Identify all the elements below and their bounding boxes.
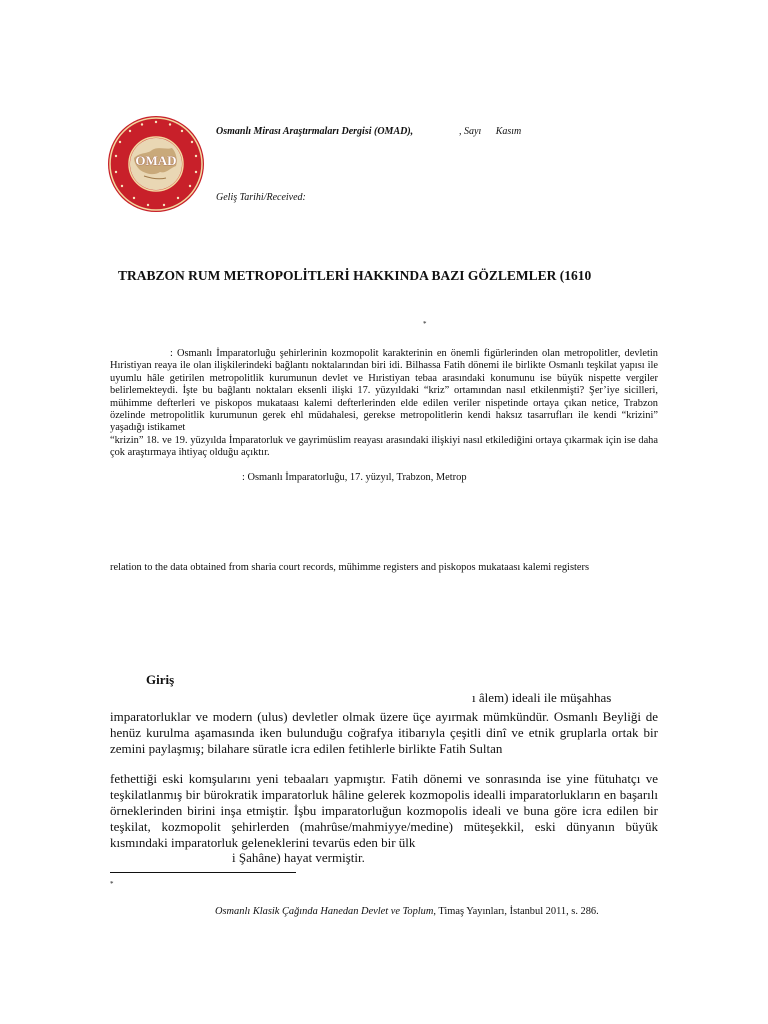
issue-label: , Sayı [459,126,482,137]
footnote-text [215,906,599,917]
footnote-mark: * [110,880,114,888]
intro-paragraph-2-text: fethettiği eski komşularını yeni tebaaları yapmıştır. Fatih dönemi ve sonrasında ise yine fütuhatçı ve teşkilatlanmış bir bürokratik imparatorluk hâline gelerek kozmopolis idealli imparatorlukların en başarılı örneklerinden birini inşa etmiştir. İşbu imparatorluğun kozmopolis ideali ve buna göre icra edilen bir teşkilat, kozmopolit şehirlerden (mahrûse/mahmiyye/medine) müteşekkil, eski dünyanın büyük kısmındaki imparatorluk geleneklerini tevarüs eden bir ülk [110,771,658,850]
english-abstract-line: relation to the data obtained from sharia court records, mühimme registers and piskopos mukataası kalemi registers [110,562,589,573]
received-date-label: Geliş Tarihi/Received: [216,192,306,203]
footnote-divider [110,872,296,873]
intro-line-1: ı âlem) ideali ile müşahhas [472,690,612,705]
journal-logo [108,116,204,212]
issue-info [459,126,533,137]
author-footnote-mark: * [423,320,427,328]
section-heading-intro: Giriş [146,672,175,687]
abstract-paragraph-end: “krizin” 18. ve 19. yüzyılda İmparatorluk ve gayrimüslim reayası arasındaki ilişkiyi nasıl etkilediğini ortaya çıkarmak için ise daha çok araştırmaya ihtiyaç olduğu açıktır. [110,434,658,459]
intro-paragraph-2-end: i Şahâne) hayat vermiştir. [232,850,365,865]
abstract-paragraph: : Osmanlı İmparatorluğu şehirlerinin kozmopolit karakterinin en önemli figürlerinden olan metropolitler, devletin Hıristiyan reaya ile olan ilişkilerindeki bağlantı noktalarından biri idi. Bilhassa Fatih dönemi ile birlikte Osmanlı teşkilat yapısı ile uyumlu hâle getirilen metropolitlik kurumunun devlet ve Hıristiyan tebaa arasındaki konumunu ise büyük nispette vergiler belirlemekteydi. İşte bu bağlantı noktaları eksenli ilişki 17. yüzyıldaki “kriz” ortamından nasıl etkilenmişti? Şer’iye sicilleri, mühimme defterleri ve piskopos mukataası kalemi defterlerinden elde edilen veriler nispetinde ortaya çıkan netice, Trabzon özelinde metropolitlik kurumunun gerek ehl müdahalesi, gerekse metropolitlerin kendi haksız tasarrufları ile kendi “krizini” yaşadığı istikamet [110,348,658,434]
logo-acronym: OMAD [135,153,177,168]
article-title: TRABZON RUM METROPOLİTLERİ HAKKINDA BAZI GÖZLEMLER (1610 [118,268,592,283]
footnote-publisher: , Timaş Yayınları, İstanbul 2011, s. 286. [433,906,599,917]
journal-name: Osmanlı Mirası Araştırmaları Dergisi (OMAD), [216,126,414,137]
issue-month: Kasım [495,126,522,137]
abstract [110,348,658,460]
intro-paragraph-2 [110,771,658,851]
intro-paragraph-1-text: imparatorluklar ve modern (ulus) devletler olmak üzere üçe ayırmak mümkündür. Osmanlı Beyliği de henüz kurulma aşamasında iken bulunduğu coğrafya itibarıyla çeşitli dinî ve etnik gruplarla ortak bir zemini paylaşmış; bilahare süratle icra edilen fetihlerle birlikte Fatih Sultan [110,709,658,756]
intro-paragraph-1 [110,709,658,757]
keywords: : Osmanlı İmparatorluğu, 17. yüzyıl, Trabzon, Metrop [242,472,467,483]
footnote-book-title: Osmanlı Klasik Çağında Hanedan Devlet ve Toplum [215,906,434,917]
